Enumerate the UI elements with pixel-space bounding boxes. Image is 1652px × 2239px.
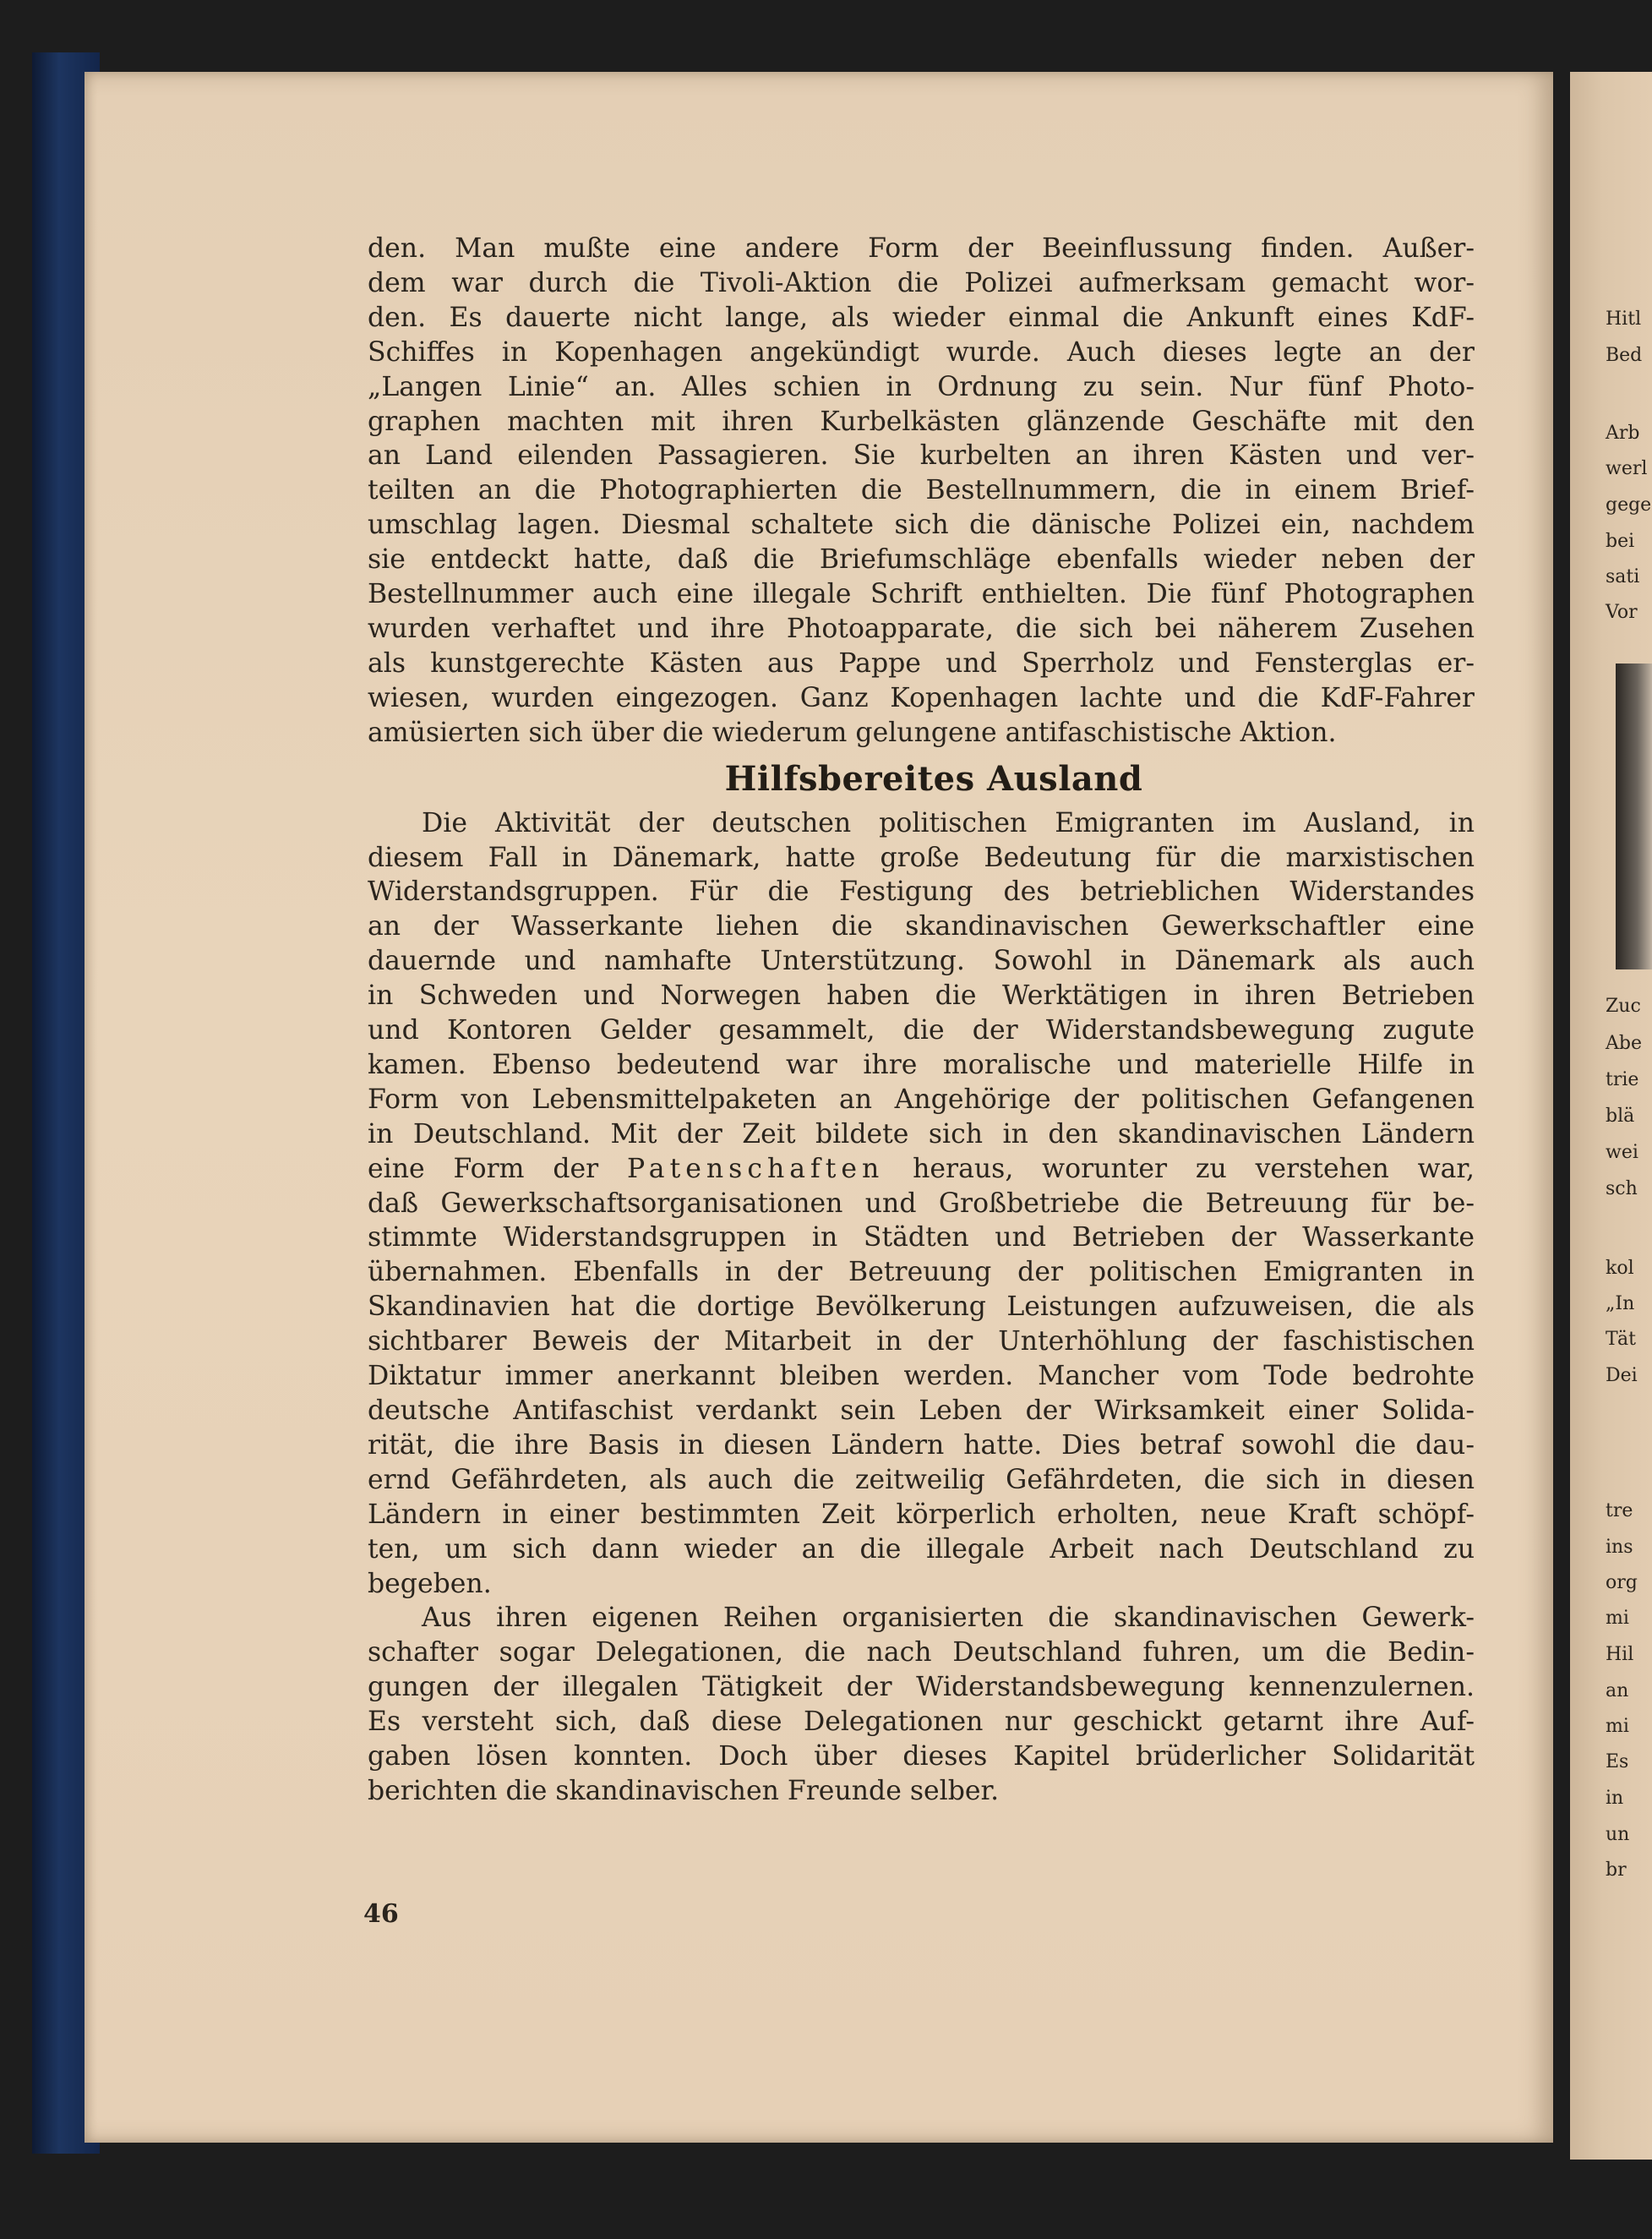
fragment: Zuc <box>1606 996 1641 1017</box>
emphasized-word: Patenschaften <box>627 1153 885 1184</box>
text-line: dem war durch die Tivoli-Aktion die Polizei aufmerksam gemacht wor- <box>368 267 1475 298</box>
fragment: kol <box>1606 1258 1634 1279</box>
fragment: mi <box>1606 1608 1629 1629</box>
text-line: deutsche Antifaschist verdankt sein Leben der Wirksamkeit einer Solida- <box>368 1395 1475 1426</box>
text-line: berichten die skandinavischen Freunde selber. <box>368 1775 1000 1806</box>
fragment: Dei <box>1606 1365 1638 1386</box>
text-line: kamen. Ebenso bedeutend war ihre moralische und materielle Hilfe in <box>368 1049 1475 1080</box>
text-line: an der Wasserkante liehen die skandinavischen Gewerkschaftler eine <box>368 911 1475 942</box>
fragment: in <box>1606 1788 1624 1809</box>
text-line: gaben lösen konnten. Doch über dieses Kapitel brüderlicher Solidarität <box>368 1741 1475 1772</box>
paragraph-1 <box>368 232 1475 751</box>
text-line: und Kontoren Gelder gesammelt, die der Widerstandsbewegung zugute <box>368 1015 1475 1046</box>
text-line <box>368 1152 1475 1187</box>
text-line: umschlag lagen. Diesmal schaltete sich die dänische Polizei ein, nachdem <box>368 510 1475 541</box>
text-line: Es versteht sich, daß diese Delegationen nur geschickt getarnt ihre Auf- <box>368 1707 1475 1738</box>
text-line: Skandinavien hat die dortige Bevölkerung Leistungen aufzuweisen, die als <box>368 1292 1475 1323</box>
fragment: „In <box>1606 1293 1635 1314</box>
fragment: blä <box>1606 1106 1635 1127</box>
fragment: ins <box>1606 1537 1633 1558</box>
text-line: Ländern in einer bestimmten Zeit körperlich erholten, neue Kraft schöpf- <box>368 1499 1475 1530</box>
fragment: un <box>1606 1824 1630 1845</box>
fragment: br <box>1606 1859 1627 1881</box>
text-line: daß Gewerkschaftsorganisationen und Großbetriebe die Betreuung für be- <box>368 1188 1475 1219</box>
text-fragment: eine Form der <box>368 1153 599 1184</box>
fragment: Abe <box>1606 1033 1642 1054</box>
text-line: schafter sogar Delegationen, die nach Deutschland fuhren, um die Bedin- <box>368 1637 1475 1668</box>
fragment: Bed <box>1606 345 1643 366</box>
text-line: rität, die ihre Basis in diesen Ländern hatte. Dies betraf sowohl die dau- <box>368 1429 1475 1461</box>
fragment: Hitl <box>1606 309 1642 330</box>
fragment: Es <box>1606 1751 1629 1772</box>
text-line: in Deutschland. Mit der Zeit bildete sich in den skandinavischen Ländern <box>368 1118 1475 1150</box>
text-line: ten, um sich dann wieder an die illegale Arbeit nach Deutschland zu <box>368 1533 1475 1565</box>
text-line: amüsierten sich über die wiederum gelungene antifaschistische Aktion. <box>368 717 1337 748</box>
text-line: in Schweden und Norwegen haben die Werktätigen in ihren Betrieben <box>368 980 1475 1012</box>
fragment: mi <box>1606 1716 1629 1737</box>
text-line: übernahmen. Ebenfalls in der Betreuung der politischen Emigranten in <box>368 1257 1475 1288</box>
text-line: ernd Gefährdeten, als auch die zeitweilig Gefährdeten, die sich in diesen <box>368 1464 1475 1495</box>
text-line: den. Man mußte eine andere Form der Beeinflussung finden. Außer- <box>368 233 1475 264</box>
text-line: graphen machten mit ihren Kurbelkästen glänzende Geschäfte mit den <box>368 406 1475 437</box>
text-line: sichtbarer Beweis der Mitarbeit in der Unterhöhlung der faschistischen <box>368 1326 1475 1357</box>
fragment: org <box>1606 1572 1638 1593</box>
text-line: Widerstandsgruppen. Für die Festigung des betrieblichen Widerstandes <box>368 876 1475 908</box>
text-line: dauernde und namhafte Unterstützung. Sowohl in Dänemark als auch <box>368 946 1475 977</box>
text-line: Diktatur immer anerkannt bleiben werden. Mancher vom Tode bedrohte <box>368 1361 1475 1392</box>
text-line: diesem Fall in Dänemark, hatte große Bedeutung für die marxistischen <box>368 842 1475 873</box>
text-line: an Land eilenden Passagieren. Sie kurbelten an ihren Kästen und ver- <box>368 440 1475 472</box>
text-line: begeben. <box>368 1568 492 1599</box>
text-line: wurden verhaftet und ihre Photoapparate, die sich bei näherem Zusehen <box>368 613 1475 644</box>
text-line: Die Aktivität der deutschen politischen Emigranten im Ausland, in <box>422 807 1475 838</box>
fragment: an <box>1606 1680 1629 1701</box>
fragment: Tät <box>1606 1329 1636 1350</box>
fragment: wei <box>1606 1142 1638 1163</box>
page-number: 46 <box>363 1899 399 1929</box>
fragment: gege <box>1606 494 1652 516</box>
text-line: stimmte Widerstandsgruppen in Städten und Betrieben der Wasserkante <box>368 1222 1475 1253</box>
section-heading: Hilfsbereites Ausland <box>724 758 1143 799</box>
text-line: Form von Lebensmittelpaketen an Angehörige der politischen Gefangenen <box>368 1084 1475 1115</box>
facing-page-photo <box>1616 664 1652 969</box>
page-body <box>368 232 1475 1809</box>
text-line: Schiffes in Kopenhagen angekündigt wurde. Auch dieses legte an der <box>368 336 1475 368</box>
fragment: Hil <box>1606 1644 1634 1665</box>
fragment: bei <box>1606 531 1635 552</box>
fragment: Arb <box>1606 423 1640 444</box>
fragment: sati <box>1606 566 1640 587</box>
paragraph-2 <box>368 806 1475 1602</box>
text-line: sie entdeckt hatte, daß die Briefumschläge ebenfalls wieder neben der <box>368 544 1475 576</box>
text-fragment: heraus, worunter zu verstehen war, <box>913 1153 1475 1184</box>
fragment: Vor <box>1606 602 1638 623</box>
paragraph-3 <box>368 1601 1475 1808</box>
fragment: tre <box>1606 1500 1633 1521</box>
text-line: Aus ihren eigenen Reihen organisierten die skandinavischen Gewerk- <box>422 1603 1475 1634</box>
fragment: sch <box>1606 1178 1638 1199</box>
fragment: trie <box>1606 1069 1639 1090</box>
text-line: „Langen Linie“ an. Alles schien in Ordnung zu sein. Nur fünf Photo- <box>368 371 1475 402</box>
fragment: werl <box>1606 458 1648 479</box>
text-line: teilten an die Photographierten die Bestellnummern, die in einem Brief- <box>368 475 1475 506</box>
text-line: als kunstgerechte Kästen aus Pappe und Sperrholz und Fensterglas er- <box>368 647 1475 679</box>
text-line: den. Es dauerte nicht lange, als wieder einmal die Ankunft eines KdF- <box>368 302 1475 333</box>
text-line: gungen der illegalen Tätigkeit der Widerstandsbewegung kennenzulernen. <box>368 1672 1475 1703</box>
text-line: wiesen, wurden eingezogen. Ganz Kopenhagen lachte und die KdF-Fahrer <box>368 682 1475 713</box>
text-line: Bestellnummer auch eine illegale Schrift enthielten. Die fünf Photographen <box>368 579 1475 610</box>
